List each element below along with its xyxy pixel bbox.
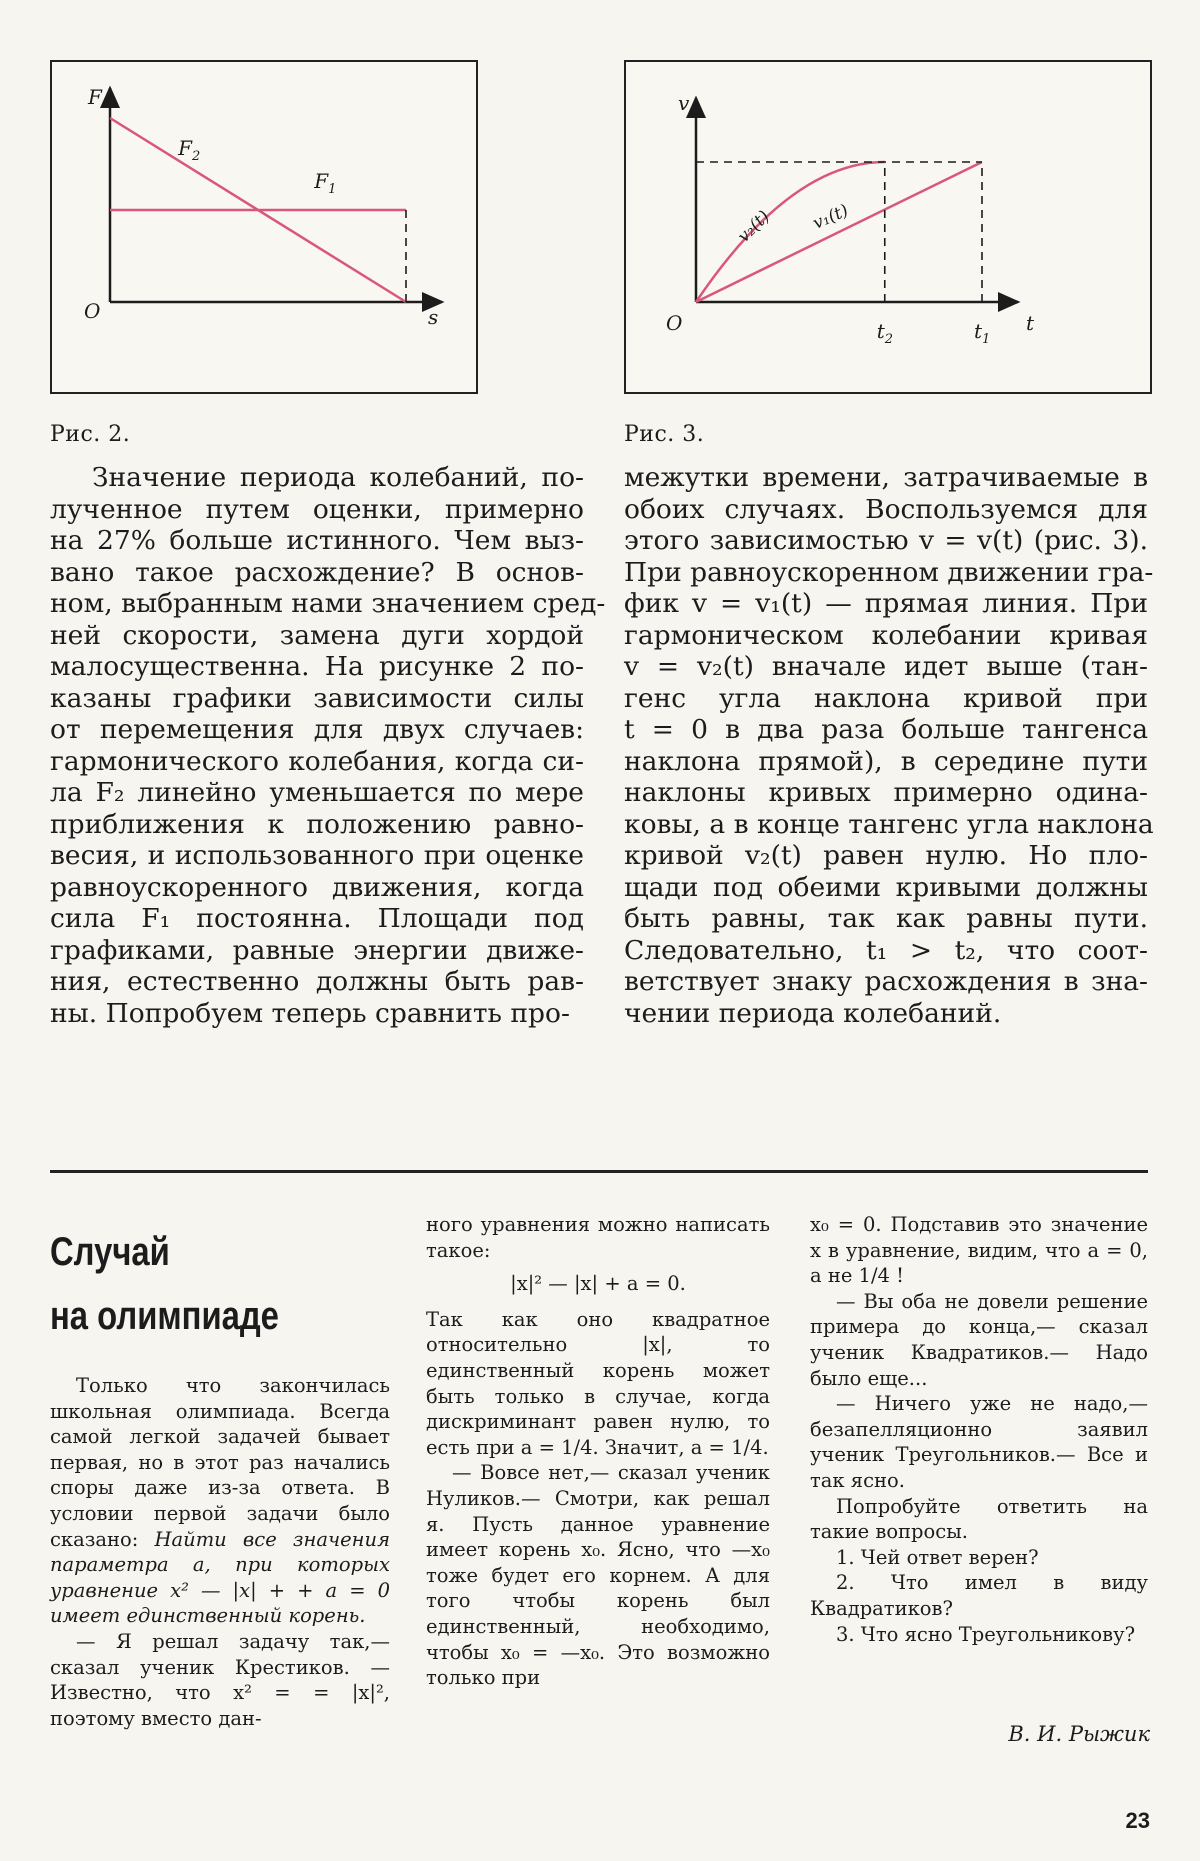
intro-text: Только что закончилась школьная олимпиада. Всегда самой легкой задачей бывает первая, но в этот раз начались споры даже из-за ответа. В условии первой задачи было сказано:	[50, 1374, 390, 1551]
right-text-line: ветствует знаку расхождения в зна-	[624, 966, 1148, 997]
left-text-line: вано такое расхождение? В основ-	[50, 556, 584, 588]
left-text-line: ном, выбранным нами значением сред-	[50, 588, 606, 619]
left-text-line: ния, естественно должны быть рав-	[50, 966, 584, 997]
olympiad-column-2	[426, 1212, 770, 1691]
left-text-line: Значение периода колебаний, по-	[92, 462, 584, 493]
right-text-line: v = v₂(t) вначале идет выше (тан-	[624, 651, 1148, 682]
series-label-f2: $F_2$	[178, 135, 201, 164]
col3-paragraph-1: x₀ = 0. Подставив это значение x в уравнение, видим, что a = 0, а не 1/4 !	[810, 1213, 1148, 1288]
kvadratikov-paragraph: — Вы оба не довели решение примера до конца,— сказал ученик Квадратиков.— Надо было еще...	[810, 1289, 1148, 1390]
x-axis-label: s	[428, 305, 439, 329]
left-text-line: графиками, равные энергии движе-	[50, 934, 584, 966]
section-divider	[50, 1170, 1148, 1173]
left-text-line: сила F₁ постоянна. Площади под	[50, 903, 584, 934]
left-text-line: ней скорости, замена дуги хордой	[50, 619, 584, 651]
left-text-line: от перемещения для двух случаев:	[50, 714, 584, 745]
title-line-2: на олимпиаде	[50, 1294, 279, 1338]
col2-paragraph-2: Так как оно квадратное относительно |x|, то единственный корень может быть только в случае, когда дискриминант равен нулю, то есть при a = 1/4. Значит, a = 1/4.	[426, 1307, 770, 1459]
title-line-1: Случай	[50, 1230, 170, 1274]
figure-2-caption: Рис. 2.	[50, 422, 131, 447]
left-text-line: на 27% больше истинного. Чем выз-	[50, 525, 584, 556]
krestikov-paragraph: — Я решал задачу так,— сказал ученик Крестиков. — Известно, что x² = = |x|², поэтому вместо дан-	[50, 1629, 390, 1730]
left-text-line: ны. Попробуем теперь сравнить про-	[50, 997, 570, 1029]
right-text-line: межутки времени, затрачиваемые в	[624, 462, 1148, 493]
x-tick-label-1: $t_1$	[974, 319, 991, 347]
x-axis-label: t	[1026, 311, 1035, 335]
right-text-line: наклона прямой), в середине пути	[624, 745, 1148, 777]
right-text-line: быть равны, так как равны пути.	[624, 903, 1148, 934]
author-signature: В. И. Рыжик	[1008, 1722, 1150, 1746]
left-text-line: казаны графики зависимости силы	[50, 682, 584, 714]
right-text-line: t = 0 в два раза больше тангенса	[624, 714, 1148, 745]
right-text-line: щади под обеими кривыми должны	[624, 871, 1148, 903]
left-text-line: лученное путем оценки, примерно	[50, 493, 584, 525]
series-curve-v2	[696, 162, 885, 302]
left-text-line: гармонического колебания, когда си-	[50, 745, 584, 777]
right-text-line: Следовательно, t₁ > t₂, что соот-	[624, 934, 1148, 966]
series-label-v2: v₂(t)	[734, 206, 774, 247]
y-axis-label: F	[88, 85, 102, 109]
right-text-line: фик v = v₁(t) — прямая линия. При	[624, 588, 1148, 619]
olympiad-column-3	[810, 1212, 1148, 1647]
right-text-line: ковы, а в конце тангенс угла наклона	[624, 808, 1154, 840]
right-text-line: При равноускоренном движении гра-	[624, 556, 1154, 588]
olympiad-column-1	[50, 1373, 390, 1731]
figure-3-caption: Рис. 3.	[624, 422, 705, 447]
task-statement: Найти все значения параметра a, при которых уравнение x² — |x| + + a = 0 имеет единственный корень.	[50, 1527, 390, 1628]
right-text-line: гармоническом колебании кривая	[624, 619, 1148, 651]
nulikov-paragraph: — Вовсе нет,— сказал ученик Нуликов.— Смотри, как решал я. Пусть данное уравнение имеет корень x₀. Ясно, что —x₀ тоже будет его корнем. А для того чтобы корень был единственный, необходимо, чтобы x₀ = —x₀. Это возможно только при	[426, 1461, 770, 1690]
figure-3-chart	[626, 62, 1150, 392]
article-title	[50, 1220, 329, 1348]
series-label-v1: v₁(t)	[810, 200, 852, 234]
page-number: 23	[1125, 1808, 1150, 1833]
question-3: 3. Что ясно Треугольникову?	[836, 1622, 1136, 1646]
figure-2	[50, 60, 478, 394]
figure-3	[624, 60, 1152, 394]
questions-intro: Попробуйте ответить на такие вопросы.	[810, 1494, 1148, 1544]
right-text-line: генс угла наклона кривой при	[624, 682, 1148, 714]
series-label-f1: $F_1$	[314, 168, 337, 197]
top-article-right-column	[624, 462, 1154, 1029]
col2-paragraph-1: ного уравнения можно написать такое:	[426, 1213, 770, 1262]
left-text-line: равноускоренного движения, когда	[50, 871, 584, 903]
origin-label: O	[84, 299, 101, 323]
right-text-line: чении периода колебаний.	[624, 997, 1002, 1029]
figure-2-chart	[52, 62, 476, 392]
left-text-line: весия, и использованного при оценке	[50, 840, 584, 871]
right-text-line: наклоны кривых примерно одина-	[624, 777, 1148, 808]
right-text-line: этого зависимостью v = v(t) (рис. 3).	[624, 525, 1148, 556]
y-axis-label: v	[678, 91, 690, 115]
equation: |x|² — |x| + a = 0.	[510, 1272, 686, 1296]
left-text-line: приближения к положению равно-	[50, 808, 584, 840]
left-text-line: малосущественна. На рисунке 2 по-	[50, 651, 584, 682]
question-1: 1. Чей ответ верен?	[836, 1545, 1039, 1569]
top-article-left-column	[50, 462, 606, 1029]
x-tick-label-0: $t_2$	[876, 319, 894, 347]
right-text-line: кривой v₂(t) равен нулю. Но пло-	[624, 840, 1148, 871]
treugolnikov-paragraph: — Ничего уже не надо,— безапелляционно заявил ученик Треугольников.— Все и так ясно.	[810, 1392, 1148, 1492]
left-text-line: ла F₂ линейно уменьшается по мере	[50, 777, 584, 808]
question-2: 2. Что имел в виду Квадратиков?	[810, 1571, 1148, 1620]
right-text-line: обоих случаях. Воспользуемся для	[624, 493, 1148, 525]
origin-label: O	[666, 311, 683, 335]
